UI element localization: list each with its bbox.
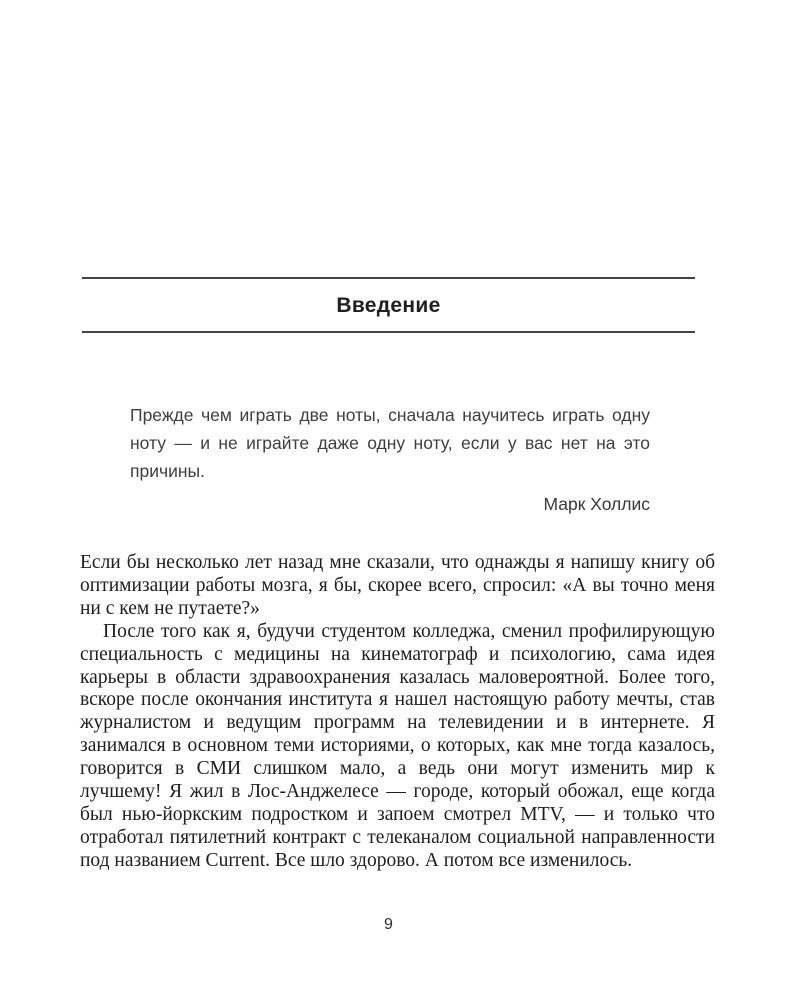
chapter-heading — [82, 277, 695, 333]
body-paragraph: После того как я, будучи студентом колледжа, сменил профилирующую специальность с медицины на кинематограф и психологию, сама идея карьеры в области здравоохранения казалась маловероятной. Более того, вскоре после окончания института я нашел настоящую работу мечты, став журналистом и ведущим программ на телевидении и в интернете. Я занимался в основном теми историями, о которых, как мне тогда казалось, говорится в СМИ слишком мало, а ведь они могут изменить мир к лучшему! Я жил в Лос-Анджелесе — городе, который обожал, еще когда был нью-йоркским подростком и запоем смотрел MTV, — и только что отработал пятилетний контракт с телеканалом социальной направленности под названием Current. Все шло здорово. А потом все изменилось. — [80, 620, 715, 871]
page-footer — [80, 915, 697, 935]
heading-rule-top — [82, 277, 695, 279]
chapter-title: Введение — [336, 293, 441, 317]
body-text — [80, 552, 715, 873]
epigraph-text: Прежде чем играть две ноты, сначала научитесь играть одну ноту — и не играйте даже одну ноту, если у вас нет на это причины. — [130, 405, 650, 481]
epigraph-attribution: Марк Холлис — [543, 494, 650, 514]
heading-rule-bottom — [82, 331, 695, 333]
epigraph — [130, 401, 650, 516]
body-paragraph: Если бы несколько лет назад мне сказали, что однажды я напишу книгу об оптимизации работы мозга, я бы, скорее всего, спросил: «А вы точно меня ни с кем не путаете?» — [80, 552, 715, 619]
page-number: 9 — [384, 916, 393, 933]
